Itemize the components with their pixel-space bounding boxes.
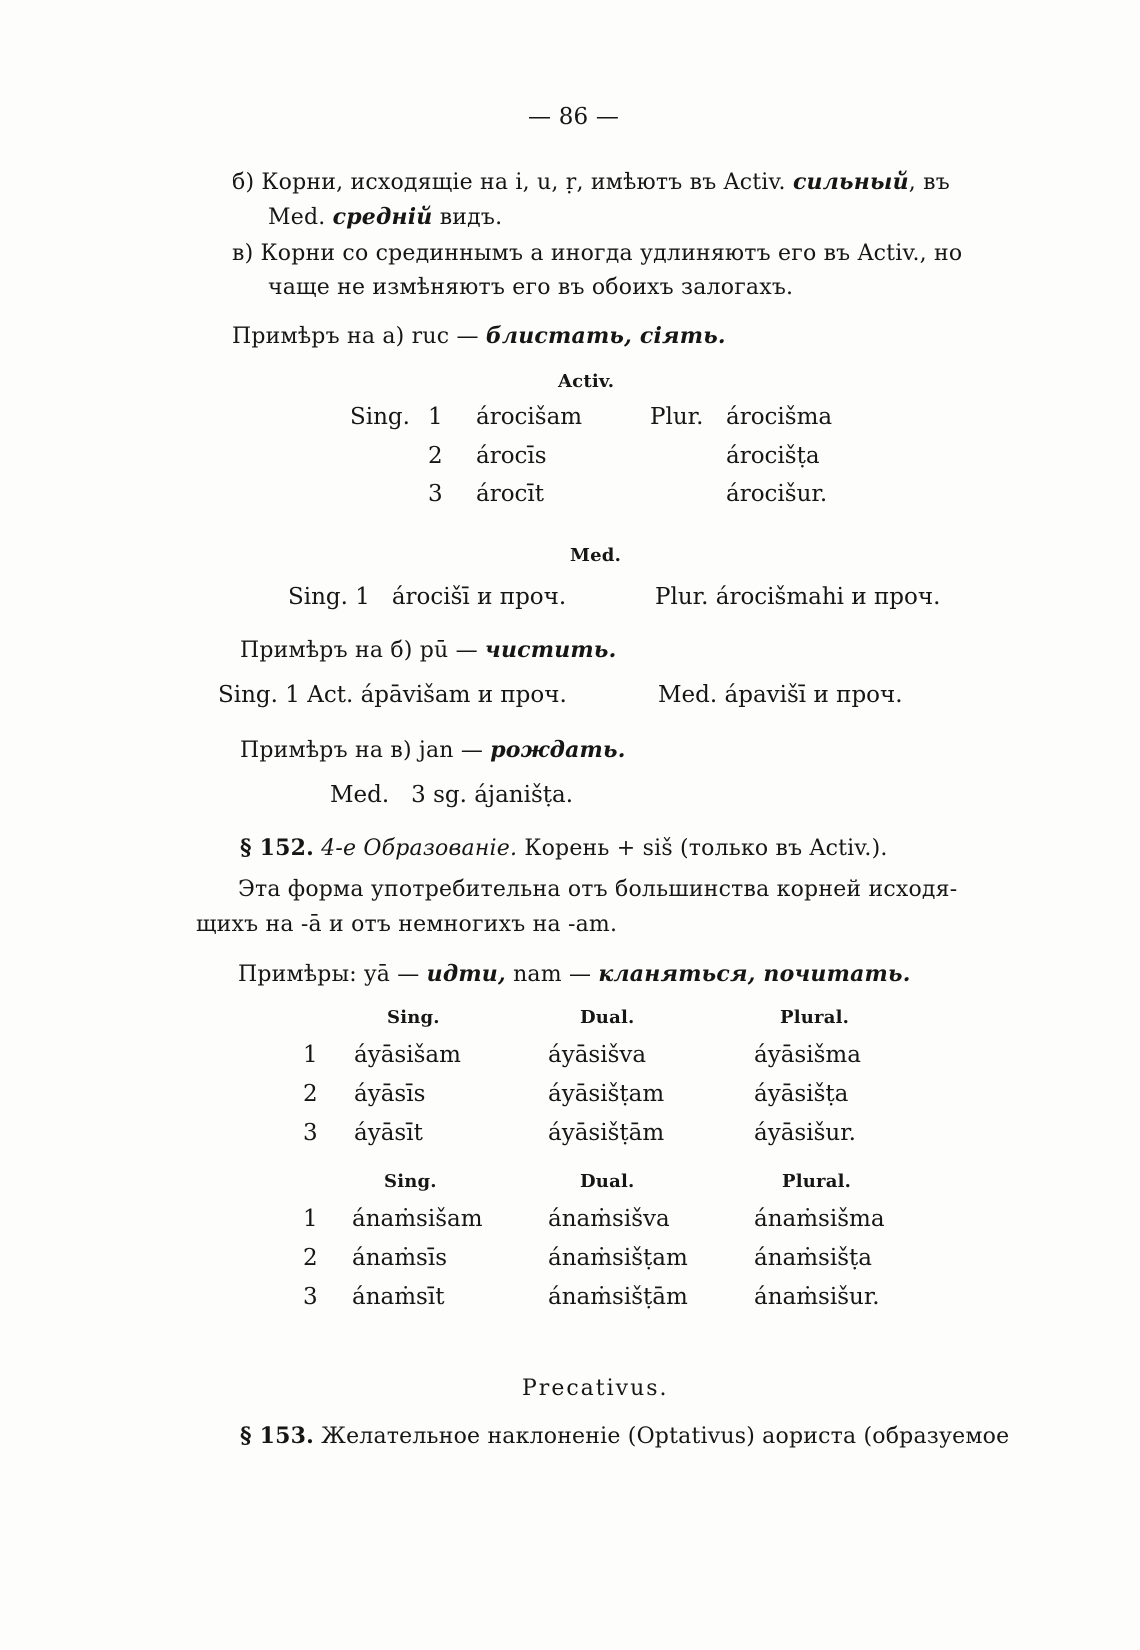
table-row-num: 3 xyxy=(303,1120,318,1146)
gloss: кланяться, почитать. xyxy=(598,961,911,987)
med-plur: Plur. árocišmahi и проч. xyxy=(655,584,941,610)
row-num: 1 xyxy=(428,404,443,430)
gloss: чистить. xyxy=(485,637,617,663)
paragraph-b-line-1 xyxy=(232,168,950,198)
plur-form: árocišma xyxy=(726,404,833,430)
table-cell: áyāsišma xyxy=(754,1042,861,1068)
table-row-num: 3 xyxy=(303,1284,318,1310)
section-mark: § 152. xyxy=(240,835,314,861)
med-sing: Sing. 1 árocišī и проч. xyxy=(288,584,567,610)
text: Корень + siš (только въ Activ.). xyxy=(517,836,888,861)
example-b xyxy=(240,636,616,666)
example-v-form: Med. 3 sg. ájanišṭa. xyxy=(330,782,574,808)
text: , въ xyxy=(908,170,950,195)
section-153 xyxy=(240,1422,1009,1452)
paragraph-v-line-2: чаще не измѣняютъ его въ обоихъ залогахъ. xyxy=(268,275,794,300)
sing-form: árocīt xyxy=(476,481,545,507)
text: Примѣры: yā — xyxy=(238,962,427,987)
text: nam — xyxy=(505,962,599,987)
example-b-med: Med. ápavišī и проч. xyxy=(658,682,903,708)
table-cell: áyāsišva xyxy=(548,1042,647,1068)
page-number: — 86 — xyxy=(528,104,620,130)
table-cell: ánaṁsīs xyxy=(352,1245,448,1271)
paragraph-b-line-2 xyxy=(268,203,502,233)
section-title: 4-е Образованіе. xyxy=(321,836,518,861)
table-cell: ánaṁsišṭa xyxy=(754,1245,872,1271)
table-ya-header: Plural. xyxy=(780,1007,850,1028)
gloss: блистать, сіять. xyxy=(485,323,726,349)
table-row-num: 2 xyxy=(303,1245,318,1271)
italic-term: средній xyxy=(332,204,433,230)
text: Примѣръ на б) pū — xyxy=(240,638,486,663)
table-row-num: 1 xyxy=(303,1042,318,1068)
text: Желательное наклоненіе (Optativus) аориста (образуемое xyxy=(313,1424,1010,1449)
text: Примѣръ на а) ruc — xyxy=(232,324,486,349)
text: б) Корни, исходящіе на i, u, ṛ, имѣютъ въ Activ. xyxy=(232,170,793,195)
example-a xyxy=(232,322,726,352)
section-152-text-1: Эта форма употребительна отъ большинства корней исходя- xyxy=(238,877,958,902)
plur-label: Plur. xyxy=(650,404,704,430)
table-ya-header: Sing. xyxy=(387,1007,440,1028)
gloss: рождать. xyxy=(490,737,626,763)
table-nam-header: Dual. xyxy=(580,1171,635,1192)
table-nam-header: Plural. xyxy=(782,1171,852,1192)
table-cell: áyāsīt xyxy=(354,1120,423,1146)
table-cell: ánaṁsišṭam xyxy=(548,1245,688,1271)
table-cell: áyāsišṭām xyxy=(548,1120,665,1146)
sing-label: Sing. xyxy=(350,404,410,430)
table-cell: ánaṁsišṭām xyxy=(548,1284,688,1310)
section-mark: § 153. xyxy=(240,1423,314,1449)
table-row-num: 2 xyxy=(303,1081,318,1107)
plur-form: árocišur. xyxy=(726,481,828,507)
table-cell: ánaṁsīt xyxy=(352,1284,445,1310)
text: Примѣръ на в) jan — xyxy=(240,738,491,763)
table-cell: ánaṁsišam xyxy=(352,1206,483,1232)
table-row-num: 1 xyxy=(303,1206,318,1232)
example-b-sing: Sing. 1 Act. ápāvišam и проч. xyxy=(218,682,567,708)
table-cell: áyāsišam xyxy=(354,1042,461,1068)
text: Med. xyxy=(268,205,333,230)
section-152-examples xyxy=(238,960,911,990)
table-cell: áyāsišur. xyxy=(754,1120,856,1146)
sing-form: árocīs xyxy=(476,443,547,469)
row-num: 3 xyxy=(428,481,443,507)
example-v xyxy=(240,736,626,766)
paragraph-v-line-1: в) Корни со срединнымъ a иногда удлиняютъ его въ Activ., но xyxy=(232,241,963,266)
row-num: 2 xyxy=(428,443,443,469)
text: видъ. xyxy=(432,205,503,230)
italic-term: сильный xyxy=(792,169,909,195)
gloss: идти, xyxy=(426,961,506,987)
table-cell: áyāsišṭa xyxy=(754,1081,849,1107)
table-ya-header: Dual. xyxy=(580,1007,635,1028)
table-cell: ánaṁsišur. xyxy=(754,1284,880,1310)
section-152-heading xyxy=(240,834,888,864)
table-cell: ánaṁsišva xyxy=(548,1206,670,1232)
sing-form: árocišam xyxy=(476,404,583,430)
section-152-text-2: щихъ на -ā и отъ немногихъ на -am. xyxy=(196,912,618,937)
precativus-heading: Precativus. xyxy=(522,1376,669,1401)
med-heading: Med. xyxy=(570,545,622,566)
table-nam-header: Sing. xyxy=(384,1171,437,1192)
plur-form: árocišṭa xyxy=(726,443,820,469)
table-cell: ánaṁsišma xyxy=(754,1206,885,1232)
table-cell: áyāsišṭam xyxy=(548,1081,665,1107)
activ-heading: Activ. xyxy=(558,371,615,392)
table-cell: áyāsīs xyxy=(354,1081,426,1107)
